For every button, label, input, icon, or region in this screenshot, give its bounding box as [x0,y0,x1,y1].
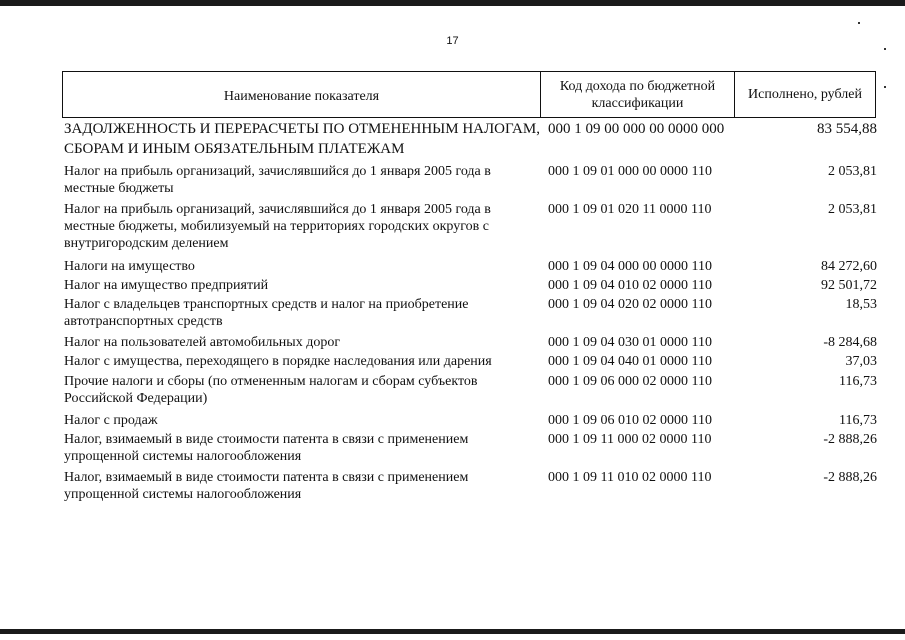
table-row [64,431,877,465]
row-value: -8 284,68 [823,335,877,350]
table-row [64,119,877,159]
page-number: 17 [446,35,459,47]
row-code: 000 1 09 01 020 11 0000 110 [548,202,712,217]
row-name: Налог на прибыль организаций, зачислявшийся до 1 января 2005 года в местные бюджеты, мобилизуемый на территориях городских округов с внутригородским делением [64,202,491,251]
table-row [64,469,877,503]
row-value: 18,53 [845,297,877,312]
row-name: Налоги на имущество [64,259,195,274]
row-name: Налог, взимаемый в виде стоимости патента в связи с применением упрощенной системы налогообложения [64,470,469,502]
table-row [64,412,877,429]
row-name: Налог на пользователей автомобильных дорог [64,335,341,350]
table-row [64,201,877,252]
scan-bottom-border [0,629,905,634]
row-code: 000 1 09 11 000 02 0000 110 [548,432,712,447]
row-value: 83 554,88 [817,121,877,137]
table-row [64,334,877,351]
row-value: 37,03 [845,354,877,369]
row-code: 000 1 09 11 010 02 0000 110 [548,470,712,485]
row-name: Налог на прибыль организаций, зачислявшийся до 1 января 2005 года в местные бюджеты [64,164,491,196]
table-row [64,296,877,330]
scan-top-border [0,0,905,6]
scan-speck [884,48,886,50]
row-code: 000 1 09 04 020 02 0000 110 [548,297,712,312]
row-name: Налог с продаж [64,413,158,428]
row-value: 116,73 [839,413,877,428]
row-name: Налог с имущества, переходящего в порядке наследования или дарения [64,354,492,369]
row-name: Налог, взимаемый в виде стоимости патента в связи с применением упрощенной системы налогообложения [64,432,469,464]
scan-speck [884,86,886,88]
row-value: 2 053,81 [828,164,877,179]
header-code: Код дохода по бюджетной классификации [541,72,735,117]
table-row [64,258,877,275]
scan-speck [858,22,860,24]
row-name: Налог с владельцев транспортных средств и налог на приобретение автотранспортных средств [64,297,469,329]
row-code: 000 1 09 06 000 02 0000 110 [548,374,712,389]
row-name: Налог на имущество предприятий [64,278,269,293]
table-header [62,71,876,118]
table-row [64,277,877,294]
row-value: 92 501,72 [821,278,877,293]
row-value: 116,73 [839,374,877,389]
row-value: 2 053,81 [828,202,877,217]
row-value: 84 272,60 [821,259,877,274]
row-code: 000 1 09 04 040 01 0000 110 [548,354,712,369]
header-name: Наименование показателя [63,72,541,117]
row-code: 000 1 09 04 010 02 0000 110 [548,278,712,293]
row-value: -2 888,26 [823,470,877,485]
row-code: 000 1 09 04 030 01 0000 110 [548,335,712,350]
row-value: -2 888,26 [823,432,877,447]
table-row [64,373,877,407]
table-row [64,353,877,370]
row-name: ЗАДОЛЖЕННОСТЬ И ПЕРЕРАСЧЕТЫ ПО ОТМЕНЕННЫМ НАЛОГАМ, СБОРАМ И ИНЫМ ОБЯЗАТЕЛЬНЫМ ПЛАТЕЖАМ [64,121,540,157]
row-name: Прочие налоги и сборы (по отмененным налогам и сборам субъектов Российской Федерации) [64,374,478,406]
row-code: 000 1 09 06 010 02 0000 110 [548,413,712,428]
table-row [64,163,877,197]
row-code: 000 1 09 00 000 00 0000 000 [548,121,725,137]
header-executed: Исполнено, рублей [748,87,862,102]
row-code: 000 1 09 04 000 00 0000 110 [548,259,712,274]
row-code: 000 1 09 01 000 00 0000 110 [548,164,712,179]
